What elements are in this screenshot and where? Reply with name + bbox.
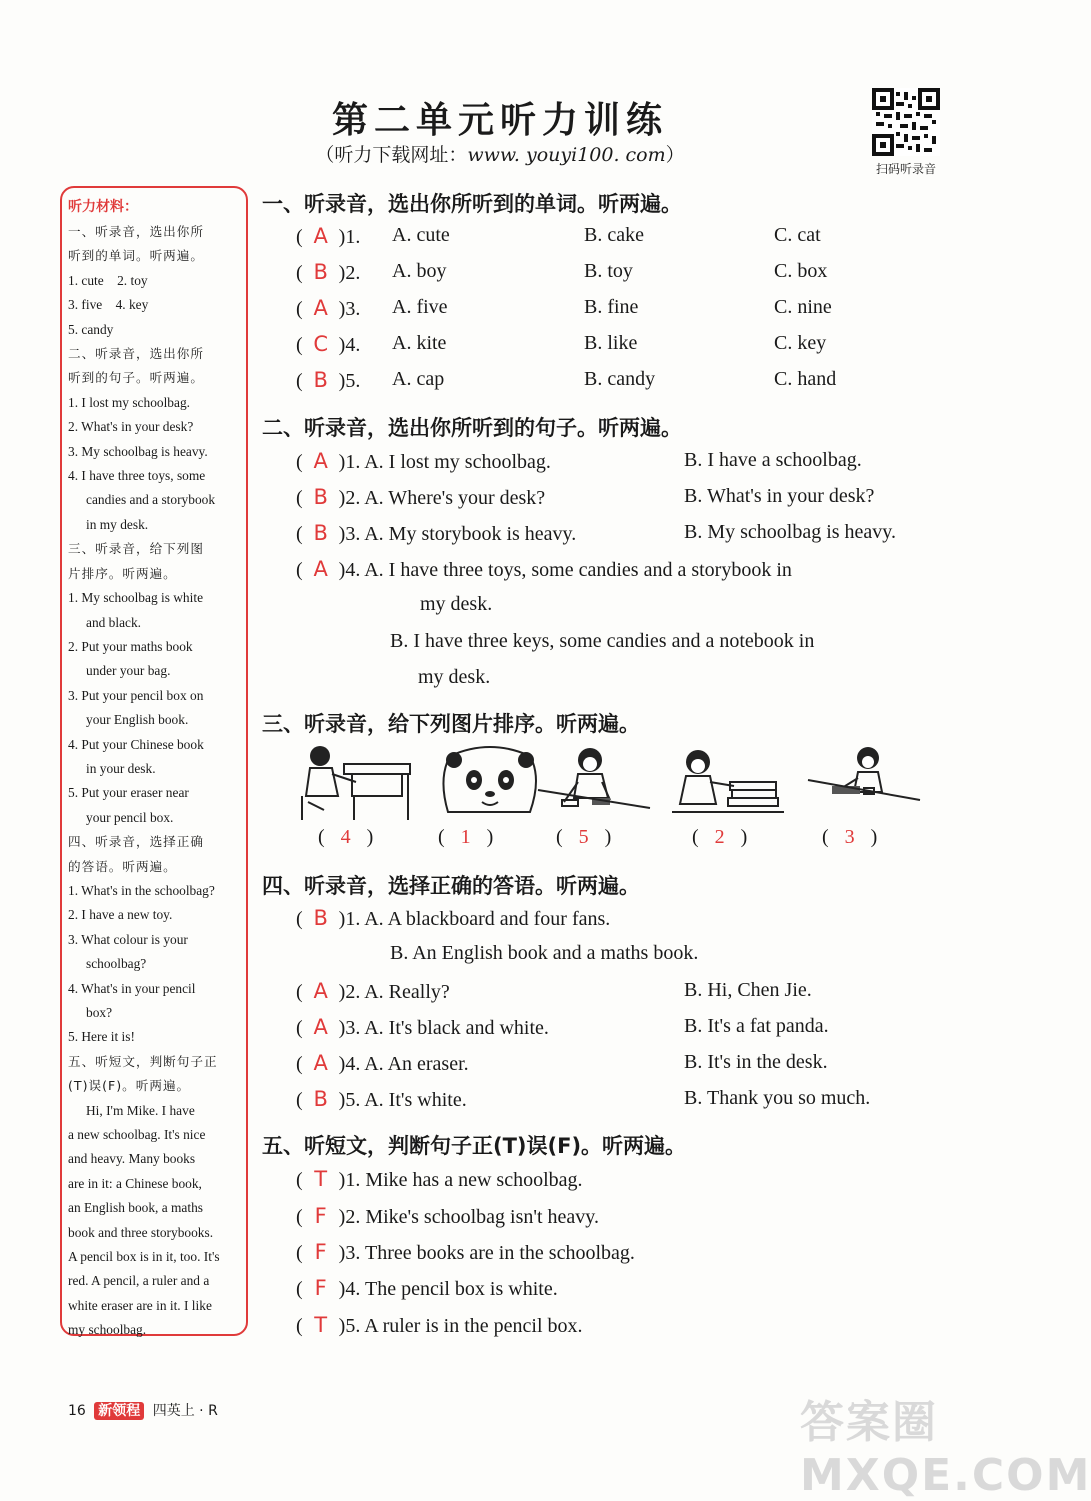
panel-title: 听力材料： — [68, 199, 138, 215]
material-line: 2. What's in your desk? — [68, 419, 194, 435]
girl-stacking-books-image — [668, 742, 788, 822]
material-line: 片排序。听两遍。 — [68, 565, 177, 581]
picture-order-3: ( 5 ) — [556, 826, 612, 848]
s2-item-3: ( B )3. A. My storybook is heavy. B. My schoolbag is heavy. — [296, 521, 897, 545]
s1-item-4: ( C )4. A. kite B. like C. key — [296, 332, 827, 356]
answer[interactable]: T — [314, 1313, 328, 1337]
material-line: are in it: a Chinese book, — [68, 1175, 202, 1191]
s4-item-3: ( A )3. A. It's black and white. B. It's a fat panda. — [296, 1015, 829, 1039]
s5-item-4: ( F )4. The pencil box is white. — [296, 1276, 558, 1300]
download-url[interactable]: www. youyi100. com — [467, 144, 666, 166]
material-line: 3. My schoolbag is heavy. — [68, 443, 208, 459]
answer[interactable]: B — [313, 260, 328, 284]
material-line: 4. I have three toys, some — [68, 468, 206, 484]
material-line: in your desk. — [86, 760, 156, 776]
girl-with-eraser-image — [804, 742, 924, 822]
material-line: box? — [86, 1005, 113, 1020]
material-line: 3. five 4. key — [68, 297, 149, 313]
answer[interactable]: A — [313, 224, 328, 248]
s1-item-5: ( B )5. A. cap B. candy C. hand — [296, 368, 837, 392]
material-line: red. A pencil, a ruler and a — [68, 1273, 210, 1289]
section-4-heading: 四、听录音，选择正确的答语。听两遍。 — [262, 874, 640, 898]
material-line: and black. — [86, 614, 142, 630]
material-line: my schoolbag. — [68, 1322, 147, 1338]
watermark: 答案圈 MXQE.COM — [800, 1397, 1091, 1501]
answer[interactable]: A — [313, 449, 328, 473]
material-line: 5. candy — [68, 321, 114, 337]
material-line: your English book. — [86, 712, 189, 728]
page-title: 第二单元听力训练 — [331, 100, 668, 141]
section-2-heading: 二、听录音，选出你所听到的句子。听两遍。 — [262, 416, 682, 440]
answer[interactable]: A — [313, 296, 328, 320]
material-line: 二、听录音，选出你所 — [68, 346, 204, 362]
s5-item-3: ( F )3. Three books are in the schoolbag. — [296, 1240, 635, 1264]
material-line: white eraser are in it. I like — [68, 1297, 212, 1313]
material-line: an English book, a maths — [68, 1200, 204, 1216]
answer[interactable]: B — [313, 906, 328, 930]
material-line: 听到的单词。听两遍。 — [68, 248, 204, 264]
s2-item-4: ( A )4. A. I have three toys, some candies and a storybook in — [296, 557, 792, 581]
s1-item-1: ( A )1. A. cute B. cake C. cat — [296, 224, 821, 248]
panda-schoolbag-image — [430, 742, 550, 822]
material-line: 2. Put your maths book — [68, 638, 193, 654]
s2-item-1: ( A )1. A. I lost my schoolbag. B. I have a schoolbag. — [296, 449, 862, 473]
s5-item-5: ( T )5. A ruler is in the pencil box. — [296, 1313, 583, 1337]
answer[interactable]: F — [314, 1204, 327, 1228]
material-line: A pencil box is in it, too. It's — [68, 1249, 220, 1265]
book-label: 四英上 · R — [152, 1403, 218, 1419]
material-line: 1. cute 2. toy — [68, 272, 148, 288]
material-line: 的答语。听两遍。 — [68, 858, 177, 874]
answer[interactable]: B — [313, 368, 328, 392]
section-1-heading: 一、听录音，选出你所听到的单词。听两遍。 — [262, 192, 682, 216]
answer[interactable]: B — [313, 485, 328, 509]
picture-order-5: ( 3 ) — [822, 826, 878, 848]
material-line: 4. Put your Chinese book — [68, 736, 204, 752]
answer[interactable]: A — [313, 557, 328, 581]
material-line: Hi, I'm Mike. I have — [86, 1102, 195, 1118]
s4-item-5: ( B )5. A. It's white. B. Thank you so much. — [296, 1087, 871, 1111]
material-line: under your bag. — [86, 663, 171, 679]
material-line: and heavy. Many books — [68, 1151, 196, 1167]
material-line: 一、听录音，选出你所 — [68, 224, 204, 239]
page-footer — [68, 1400, 218, 1420]
qr-caption: 扫码听录音 — [875, 162, 936, 176]
answer[interactable]: A — [313, 1051, 328, 1075]
listening-material-panel — [60, 186, 248, 1336]
material-line: in my desk. — [86, 516, 149, 532]
material-line: 听到的句子。听两遍。 — [68, 370, 204, 386]
material-line: your pencil box. — [86, 809, 174, 825]
s2-item-4-b: B. I have three keys, some candies and a notebook in — [390, 630, 815, 652]
s4-item-4: ( A )4. A. An eraser. B. It's in the desk. — [296, 1051, 828, 1075]
answer[interactable]: B — [313, 521, 328, 545]
section-5-heading: 五、听短文，判断句子正(T)误(F)。听两遍。 — [262, 1134, 687, 1158]
answer[interactable]: C — [313, 332, 328, 356]
girl-with-pencil-box-image — [534, 742, 654, 822]
material-line: 五、听短文，判断句子正 — [68, 1053, 218, 1069]
material-line: a new schoolbag. It's nice — [68, 1127, 206, 1143]
answer[interactable]: F — [314, 1276, 327, 1300]
picture-order-4: ( 2 ) — [692, 826, 748, 848]
picture-order-1: ( 4 ) — [318, 826, 374, 848]
answer[interactable]: F — [314, 1240, 327, 1264]
s2-item-2: ( B )2. A. Where's your desk? B. What's in your desk? — [296, 485, 875, 509]
boy-at-desk-image — [294, 742, 414, 822]
material-line: 3. Put your pencil box on — [68, 687, 204, 703]
answer[interactable]: A — [313, 1015, 328, 1039]
s4-item-1-b: B. An English book and a maths book. — [390, 942, 699, 964]
download-subtitle: （听力下载网址：www. youyi100. com） — [315, 144, 685, 166]
s2-item-4-b-cont: my desk. — [418, 666, 491, 688]
qr-code-icon[interactable] — [872, 88, 940, 156]
s1-item-3: ( A )3. A. five B. fine C. nine — [296, 296, 832, 320]
s2-item-4-cont: my desk. — [420, 593, 493, 615]
material-line: schoolbag? — [86, 956, 147, 972]
material-line: candies and a storybook — [86, 492, 216, 508]
s4-item-1: ( B )1. A. A blackboard and four fans. — [296, 906, 611, 930]
material-line: 三、听录音，给下列图 — [68, 541, 204, 557]
material-line: 1. My schoolbag is white — [68, 590, 204, 606]
answer[interactable]: A — [313, 979, 328, 1003]
s4-item-2: ( A )2. A. Really? B. Hi, Chen Jie. — [296, 979, 812, 1003]
answer[interactable]: T — [314, 1167, 328, 1191]
material-line: 2. I have a new toy. — [68, 907, 173, 923]
material-line: 3. What colour is your — [68, 931, 188, 947]
material-line: 5. Here it is! — [68, 1029, 135, 1045]
material-line: 5. Put your eraser near — [68, 785, 189, 801]
s5-item-2: ( F )2. Mike's schoolbag isn't heavy. — [296, 1204, 599, 1228]
s5-item-1: ( T )1. Mike has a new schoolbag. — [296, 1167, 583, 1191]
section-3-heading: 三、听录音，给下列图片排序。听两遍。 — [262, 712, 640, 736]
material-line: (T)误(F)。听两遍。 — [68, 1078, 191, 1094]
material-line: 4. What's in your pencil — [68, 980, 196, 996]
material-line: 1. I lost my schoolbag. — [68, 394, 190, 410]
s1-item-2: ( B )2. A. boy B. toy C. box — [296, 260, 828, 284]
material-line: 四、听录音，选择正确 — [68, 834, 204, 850]
answer[interactable]: B — [313, 1087, 328, 1111]
material-line: book and three storybooks. — [68, 1224, 214, 1240]
brand-logo: 新领程 — [94, 1402, 144, 1420]
material-line: 1. What's in the schoolbag? — [68, 882, 215, 898]
picture-order-2: ( 1 ) — [438, 826, 494, 848]
page-number: 16 — [68, 1403, 86, 1419]
